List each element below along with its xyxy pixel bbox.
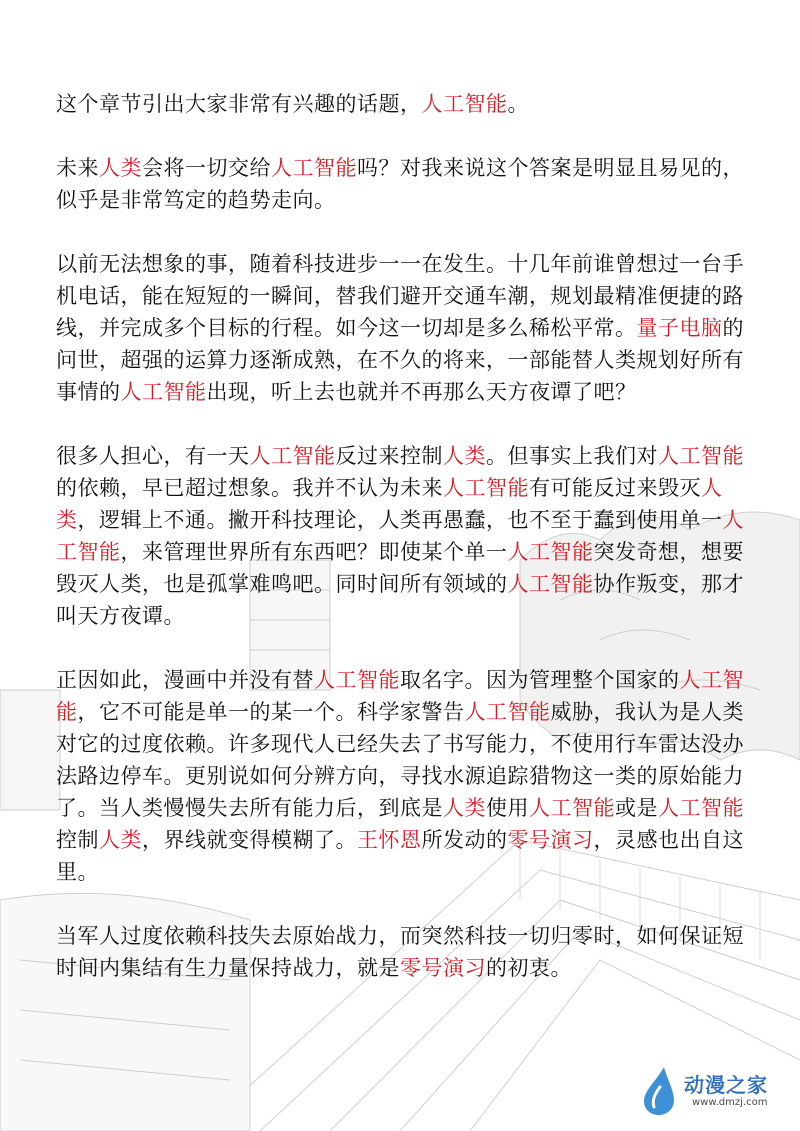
article-text bbox=[56, 88, 746, 1016]
text-run: 所发动的 bbox=[421, 828, 508, 852]
text-run: ，它不可能是单一的某一个。科学家警告 bbox=[77, 700, 465, 724]
site-watermark-logo bbox=[632, 1065, 782, 1117]
highlighted-term: 人工智能 bbox=[658, 444, 744, 468]
highlighted-term: 人工智能 bbox=[120, 380, 207, 404]
highlighted-term: 人类 bbox=[443, 796, 486, 820]
text-run: 。但事实上我们对 bbox=[486, 444, 658, 468]
text-run: 协作叛变，那才叫天方夜谭。 bbox=[56, 572, 744, 628]
highlighted-term: 人工智能 bbox=[421, 92, 508, 116]
paragraph bbox=[56, 152, 746, 216]
highlighted-term: 人工智能 bbox=[507, 572, 594, 596]
highlighted-term: 人工智能 bbox=[529, 796, 615, 820]
highlighted-term: 人工智能 bbox=[56, 508, 744, 564]
highlighted-term: 零号演习 bbox=[507, 828, 594, 852]
text-run: 使用 bbox=[486, 796, 529, 820]
highlighted-term: 人类 bbox=[56, 476, 723, 532]
highlighted-term: 人类 bbox=[99, 156, 142, 180]
text-run: ，逻辑上不通。撇开科技理论，人类再愚蠢，也不至于蠢到使用单一 bbox=[77, 508, 723, 532]
text-run: 会将一切交给 bbox=[142, 156, 271, 180]
text-run: 未来 bbox=[56, 156, 99, 180]
highlighted-term: 人类 bbox=[443, 444, 486, 468]
paragraph bbox=[56, 664, 746, 888]
text-run: ，界线就变得模糊了。 bbox=[142, 828, 357, 852]
highlighted-term: 人工智能 bbox=[464, 700, 551, 724]
paragraph bbox=[56, 440, 746, 632]
highlighted-term: 人工智能 bbox=[507, 540, 594, 564]
text-run: ，灵感也出自这里。 bbox=[56, 828, 744, 884]
text-run: 以前无法想象的事，随着科技进步一一在发生。十几年前谁曾想过一台手机电话，能在短短的一瞬间，替我们避开交通车潮，规划最精准便捷的路线，并完成多个目标的行程。如今这一切却是多么稀松平常。 bbox=[56, 252, 744, 340]
text-run: 正因如此，漫画中并没有替 bbox=[56, 668, 314, 692]
highlighted-term: 零号演习 bbox=[400, 956, 486, 980]
text-run: 反过来控制 bbox=[335, 444, 443, 468]
text-run: 。 bbox=[507, 92, 529, 116]
text-run: 威胁，我认为是人类对它的过度依赖。许多现代人已经失去了书写能力，不使用行车雷达没办法路边停车。更别说如何分辨方向，寻找水源追踪猎物这一类的原始能力了。当人类慢慢失去所有能力后，到底是 bbox=[56, 700, 744, 820]
highlighted-term: 人工智能 bbox=[658, 796, 744, 820]
text-run: 的依赖，早已超过想象。我并不认为未来 bbox=[56, 476, 443, 500]
text-run: 这个章节引出大家非常有兴趣的话题， bbox=[56, 92, 422, 116]
highlighted-term: 人工智能 bbox=[249, 444, 336, 468]
highlighted-term: 人工智能 bbox=[56, 668, 744, 724]
paragraph bbox=[56, 88, 746, 120]
paragraph bbox=[56, 248, 746, 408]
text-run: 或是 bbox=[615, 796, 658, 820]
highlighted-term: 人类 bbox=[99, 828, 142, 852]
text-run: ，来管理世界所有东西吧？即使某个单一 bbox=[120, 540, 508, 564]
text-run: 很多人担心，有一天 bbox=[56, 444, 250, 468]
text-run: 突发奇想，想要毁灭人类，也是孤掌难鸣吧。同时间所有领域的 bbox=[56, 540, 744, 596]
text-run: 控制 bbox=[56, 828, 99, 852]
logo-name: 动漫之家 bbox=[684, 1073, 768, 1097]
highlighted-term: 人工智能 bbox=[314, 668, 400, 692]
text-run: 出现，听上去也就并不再那么天方夜谭了吧？ bbox=[206, 380, 637, 404]
text-run: 有可能反过来毁灭 bbox=[529, 476, 701, 500]
paragraph bbox=[56, 920, 746, 984]
highlighted-term: 王怀恩 bbox=[357, 828, 422, 852]
droplet-logo-icon bbox=[636, 1065, 682, 1117]
text-run: 吗？对我来说这个答案是明显且易见的，似乎是非常笃定的趋势走向。 bbox=[56, 156, 744, 212]
highlighted-term: 人工智能 bbox=[271, 156, 357, 180]
text-run: 的初衷。 bbox=[486, 956, 572, 980]
highlighted-term: 人工智能 bbox=[443, 476, 529, 500]
highlighted-term: 量子电脑 bbox=[636, 316, 723, 340]
text-run: 取名字。因为管理整个国家的 bbox=[400, 668, 680, 692]
logo-url: www.dmzj.com bbox=[692, 1097, 768, 1108]
text-run: 当军人过度依赖科技失去原始战力，而突然科技一切归零时，如何保证短时间内集结有生力量保持战力，就是 bbox=[56, 924, 744, 980]
text-run: 的问世，超强的运算力逐渐成熟，在不久的将来，一部能替人类规划好所有事情的 bbox=[56, 316, 744, 404]
